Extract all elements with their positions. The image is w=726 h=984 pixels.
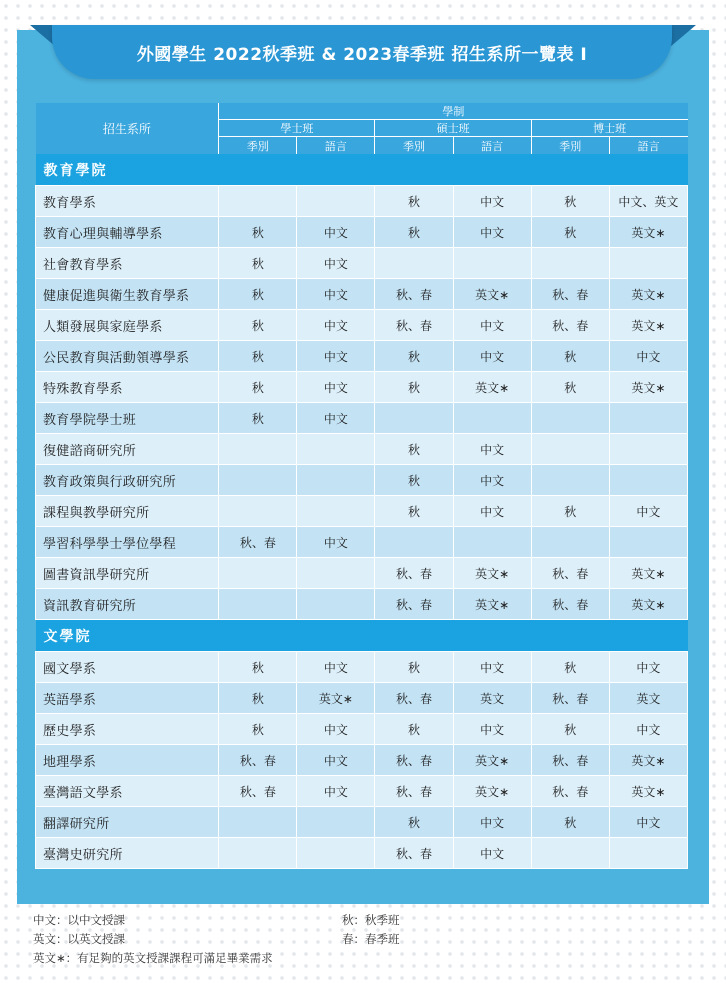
master-season-cell: 秋、春 [375, 776, 453, 807]
bachelor-language-cell [297, 186, 375, 217]
bachelor-season-cell [219, 558, 297, 589]
table-row [36, 714, 688, 745]
department-name: 社會教育學系 [36, 248, 219, 279]
section-title: 教育學院 [36, 154, 688, 186]
department-name: 歷史學系 [36, 714, 219, 745]
bachelor-language-cell: 中文 [297, 527, 375, 558]
doctoral-season-cell [531, 465, 609, 496]
doctoral-language-cell [609, 403, 687, 434]
season-header: 季別 [375, 137, 453, 155]
master-season-cell [375, 248, 453, 279]
department-name: 地理學系 [36, 745, 219, 776]
doctoral-season-cell [531, 838, 609, 869]
department-name: 健康促進與衛生教育學系 [36, 279, 219, 310]
bachelor-season-cell: 秋 [219, 683, 297, 714]
bachelor-season-cell: 秋 [219, 341, 297, 372]
department-name: 教育心理與輔導學系 [36, 217, 219, 248]
master-language-cell: 中文 [453, 652, 531, 683]
master-language-cell: 英文∗ [453, 279, 531, 310]
title-banner [52, 25, 672, 79]
table-row [36, 652, 688, 683]
doctoral-season-cell: 秋 [531, 652, 609, 683]
doctoral-season-cell: 秋 [531, 217, 609, 248]
table-body [36, 154, 688, 869]
doctoral-season-cell: 秋 [531, 807, 609, 838]
doctoral-season-cell: 秋 [531, 714, 609, 745]
master-season-cell: 秋 [375, 434, 453, 465]
doctoral-season-cell: 秋 [531, 496, 609, 527]
doctoral-season-cell: 秋、春 [531, 279, 609, 310]
bachelor-language-cell: 中文 [297, 776, 375, 807]
master-language-cell: 中文 [453, 434, 531, 465]
doctoral-season-cell [531, 403, 609, 434]
doctoral-season-cell [531, 527, 609, 558]
bachelor-language-cell [297, 496, 375, 527]
master-language-cell: 英文∗ [453, 558, 531, 589]
master-season-cell: 秋、春 [375, 683, 453, 714]
doctoral-language-cell: 中文、英文 [609, 186, 687, 217]
doctoral-season-cell: 秋、春 [531, 745, 609, 776]
doctoral-language-cell: 中文 [609, 496, 687, 527]
bachelor-language-cell: 中文 [297, 310, 375, 341]
master-season-cell: 秋 [375, 807, 453, 838]
bachelor-language-cell: 中文 [297, 217, 375, 248]
master-language-cell: 中文 [453, 714, 531, 745]
master-language-cell [453, 527, 531, 558]
master-season-cell: 秋、春 [375, 558, 453, 589]
master-season-cell: 秋 [375, 465, 453, 496]
department-name: 資訊教育研究所 [36, 589, 219, 620]
doctoral-language-cell: 中文 [609, 652, 687, 683]
legend-chinese: 中文：以中文授課 [33, 913, 125, 927]
master-language-cell [453, 248, 531, 279]
bachelor-language-cell: 中文 [297, 652, 375, 683]
bachelor-season-cell: 秋 [219, 310, 297, 341]
program-header-master: 碩士班 [375, 120, 531, 137]
doctoral-season-cell: 秋 [531, 372, 609, 403]
department-name: 臺灣語文學系 [36, 776, 219, 807]
table-row [36, 465, 688, 496]
bachelor-language-cell: 中文 [297, 341, 375, 372]
table-row [36, 434, 688, 465]
master-season-cell: 秋、春 [375, 589, 453, 620]
master-language-cell: 中文 [453, 186, 531, 217]
master-season-cell: 秋 [375, 217, 453, 248]
department-name: 公民教育與活動領導學系 [36, 341, 219, 372]
section-row [36, 620, 688, 652]
doctoral-language-cell: 英文∗ [609, 279, 687, 310]
table-row [36, 683, 688, 714]
master-language-cell: 英文 [453, 683, 531, 714]
table-row [36, 589, 688, 620]
master-season-cell: 秋 [375, 714, 453, 745]
master-language-cell: 中文 [453, 838, 531, 869]
bachelor-season-cell [219, 496, 297, 527]
doctoral-language-cell: 英文∗ [609, 372, 687, 403]
bachelor-language-cell [297, 807, 375, 838]
bachelor-season-cell: 秋 [219, 652, 297, 683]
department-name: 課程與教學研究所 [36, 496, 219, 527]
doctoral-language-cell: 英文∗ [609, 745, 687, 776]
section-title: 文學院 [36, 620, 688, 652]
program-header-bachelor: 學士班 [219, 120, 375, 137]
bachelor-season-cell: 秋 [219, 248, 297, 279]
department-name: 特殊教育學系 [36, 372, 219, 403]
bachelor-season-cell: 秋 [219, 217, 297, 248]
doctoral-season-cell: 秋 [531, 186, 609, 217]
department-name: 翻譯研究所 [36, 807, 219, 838]
master-language-cell: 英文∗ [453, 776, 531, 807]
doctoral-season-cell [531, 248, 609, 279]
table-row [36, 496, 688, 527]
doctoral-language-cell [609, 434, 687, 465]
doctoral-season-cell: 秋、春 [531, 558, 609, 589]
doctoral-season-cell: 秋、春 [531, 589, 609, 620]
department-name: 人類發展與家庭學系 [36, 310, 219, 341]
bachelor-language-cell: 英文∗ [297, 683, 375, 714]
bachelor-season-cell: 秋、春 [219, 527, 297, 558]
table-row [36, 310, 688, 341]
doctoral-language-cell: 英文∗ [609, 310, 687, 341]
system-header: 學制 [219, 103, 688, 120]
master-language-cell: 中文 [453, 341, 531, 372]
bachelor-language-cell: 中文 [297, 745, 375, 776]
table-row [36, 186, 688, 217]
master-season-cell: 秋 [375, 652, 453, 683]
master-language-cell: 英文∗ [453, 589, 531, 620]
master-season-cell: 秋、春 [375, 745, 453, 776]
master-language-cell: 中文 [453, 217, 531, 248]
bachelor-language-cell: 中文 [297, 279, 375, 310]
program-header-doctoral: 博士班 [531, 120, 687, 137]
table-row [36, 745, 688, 776]
department-name: 英語學系 [36, 683, 219, 714]
legend-english-star: 英文∗：有足夠的英文授課課程可滿足畢業需求 [33, 951, 273, 965]
language-header: 語言 [297, 137, 375, 155]
doctoral-language-cell: 英文∗ [609, 589, 687, 620]
bachelor-season-cell [219, 589, 297, 620]
bachelor-season-cell: 秋、春 [219, 745, 297, 776]
doctoral-language-cell: 中文 [609, 341, 687, 372]
department-name: 教育政策與行政研究所 [36, 465, 219, 496]
department-name: 學習科學學士學位學程 [36, 527, 219, 558]
bachelor-language-cell: 中文 [297, 403, 375, 434]
dept-column-header: 招生系所 [36, 103, 219, 154]
bachelor-season-cell [219, 838, 297, 869]
department-name: 臺灣史研究所 [36, 838, 219, 869]
master-language-cell [453, 403, 531, 434]
bachelor-language-cell: 中文 [297, 714, 375, 745]
master-season-cell: 秋 [375, 496, 453, 527]
bachelor-season-cell [219, 465, 297, 496]
master-season-cell: 秋、春 [375, 310, 453, 341]
admissions-table [35, 103, 688, 869]
doctoral-language-cell [609, 465, 687, 496]
language-header: 語言 [453, 137, 531, 155]
table-row [36, 279, 688, 310]
page-title: 外國學生 2022秋季班 & 2023春季班 招生系所一覽表 I [136, 44, 588, 65]
table-row [36, 248, 688, 279]
legend-fall: 秋：秋季班 [342, 913, 400, 927]
master-season-cell: 秋、春 [375, 838, 453, 869]
bachelor-season-cell: 秋、春 [219, 776, 297, 807]
doctoral-season-cell: 秋、春 [531, 310, 609, 341]
department-name: 國文學系 [36, 652, 219, 683]
bachelor-season-cell: 秋 [219, 279, 297, 310]
master-language-cell: 中文 [453, 496, 531, 527]
bachelor-season-cell [219, 434, 297, 465]
master-season-cell: 秋 [375, 372, 453, 403]
doctoral-language-cell [609, 838, 687, 869]
bachelor-season-cell: 秋 [219, 714, 297, 745]
language-header: 語言 [609, 137, 687, 155]
doctoral-language-cell: 英文∗ [609, 558, 687, 589]
table-row [36, 217, 688, 248]
legend-spring: 春：春季班 [342, 932, 400, 946]
doctoral-language-cell: 英文 [609, 683, 687, 714]
bachelor-language-cell: 中文 [297, 248, 375, 279]
master-language-cell: 英文∗ [453, 745, 531, 776]
doctoral-language-cell: 中文 [609, 807, 687, 838]
table-row [36, 807, 688, 838]
bachelor-language-cell [297, 558, 375, 589]
table-row [36, 527, 688, 558]
legend-english: 英文：以英文授課 [33, 932, 125, 946]
bachelor-language-cell [297, 465, 375, 496]
master-season-cell [375, 527, 453, 558]
table-row [36, 558, 688, 589]
doctoral-language-cell [609, 527, 687, 558]
banner-fold-right [670, 25, 696, 47]
table-row [36, 372, 688, 403]
season-header: 季別 [531, 137, 609, 155]
section-row [36, 154, 688, 186]
department-name: 圖書資訊學研究所 [36, 558, 219, 589]
master-language-cell: 中文 [453, 465, 531, 496]
season-header: 季別 [219, 137, 297, 155]
table-row [36, 403, 688, 434]
table-row [36, 838, 688, 869]
master-season-cell: 秋 [375, 341, 453, 372]
bachelor-season-cell [219, 807, 297, 838]
bachelor-season-cell [219, 186, 297, 217]
department-name: 復健諮商研究所 [36, 434, 219, 465]
department-name: 教育學系 [36, 186, 219, 217]
table-row [36, 776, 688, 807]
master-language-cell: 中文 [453, 807, 531, 838]
master-season-cell: 秋 [375, 186, 453, 217]
admissions-table-wrapper [35, 103, 688, 869]
bachelor-season-cell: 秋 [219, 372, 297, 403]
bachelor-language-cell [297, 838, 375, 869]
doctoral-language-cell [609, 248, 687, 279]
doctoral-language-cell: 中文 [609, 714, 687, 745]
doctoral-language-cell: 英文∗ [609, 217, 687, 248]
doctoral-season-cell: 秋 [531, 341, 609, 372]
doctoral-season-cell [531, 434, 609, 465]
master-season-cell: 秋、春 [375, 279, 453, 310]
table-row [36, 341, 688, 372]
bachelor-season-cell: 秋 [219, 403, 297, 434]
master-season-cell [375, 403, 453, 434]
bachelor-language-cell [297, 434, 375, 465]
department-name: 教育學院學士班 [36, 403, 219, 434]
master-language-cell: 中文 [453, 310, 531, 341]
doctoral-season-cell: 秋、春 [531, 683, 609, 714]
doctoral-season-cell: 秋、春 [531, 776, 609, 807]
bachelor-language-cell: 中文 [297, 372, 375, 403]
doctoral-language-cell: 英文∗ [609, 776, 687, 807]
bachelor-language-cell [297, 589, 375, 620]
master-language-cell: 英文∗ [453, 372, 531, 403]
